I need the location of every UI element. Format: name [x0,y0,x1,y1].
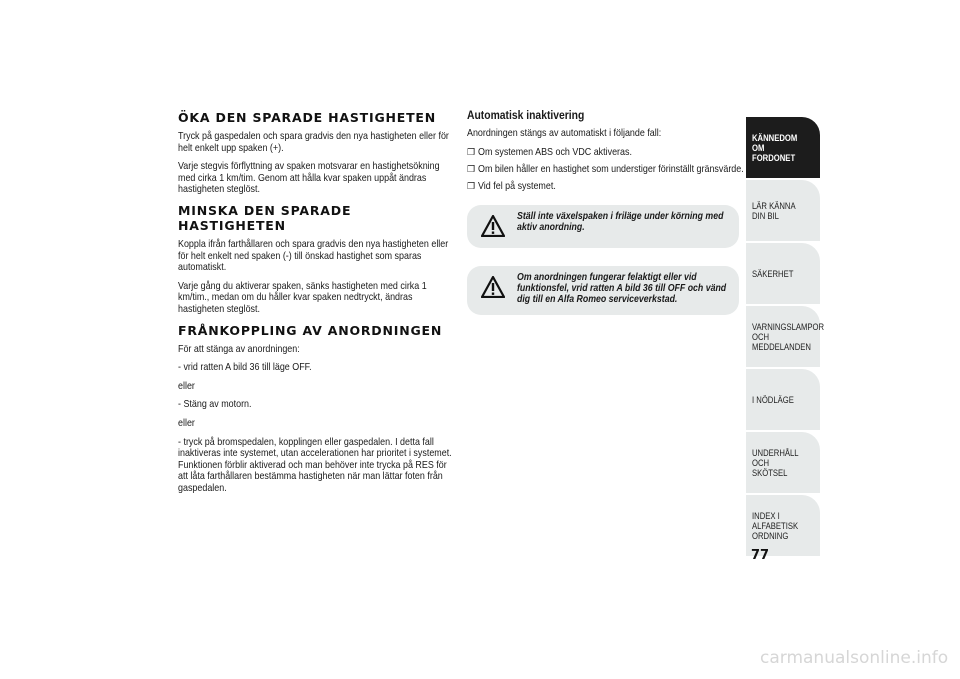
tab-label: KÄNNEDOM OM FORDONET [752,131,798,163]
list-item [467,181,739,193]
section-decrease-speed [178,203,458,316]
list-item-text: Vid fel på systemet. [478,180,556,192]
paragraph: - tryck på bromspedalen, kopplingen eller gaspedalen. I detta fall inaktiveras inte systemet, utan accelerationen har prioritet i systemet. Funktionen förblir aktiverad och man behöver inte trycka på RES för att låta farthållaren bestämma hastigheten när man lättar foten från gaspedalen. [178,436,452,494]
chapter-tabs [746,117,825,558]
middle-column [467,110,744,333]
intro-text: Anordningen stängs av automatiskt i följande fall: [467,128,662,139]
tab-warning-lights[interactable] [746,306,825,367]
section-heading: ÖKA DEN SPARADE HASTIGHETEN [178,110,437,125]
paragraph: Koppla ifrån farthållaren och spara gradvis den nya hastigheten eller för helt enkelt ned spaken (-) till önskad hastighet som sparas automatiskt. [178,238,449,274]
paragraph: - vrid ratten A bild 36 till läge OFF. [178,362,312,374]
tab-label: INDEX I ALFABETISK ORDNING [752,509,799,541]
list-item [467,147,739,159]
watermark-text: carmanualsonline.info [760,648,949,668]
tab-emergency[interactable] [746,369,820,430]
tab-label: VARNINGSLAMPOR OCH MEDDELANDEN [752,320,825,352]
paragraph: För att stänga av anordningen: [178,343,300,355]
warning-triangle-icon [481,276,505,298]
tab-label: SÄKERHET [752,267,794,279]
tab-know-your-car[interactable] [746,180,820,241]
tab-label: UNDERHÅLL OCH SKÖTSEL [752,446,799,478]
checkbox-bullet-icon: ❒ [467,181,476,192]
checkbox-bullet-icon: ❒ [467,164,476,175]
tab-maintenance[interactable] [746,432,820,493]
tab-safety[interactable] [746,243,820,304]
list-item-text: Om systemen ABS och VDC aktiveras. [478,146,633,158]
left-column [178,110,458,501]
section-heading: MINSKA DEN SPARADE HASTIGHETEN [178,202,352,233]
tab-index[interactable] [746,495,820,556]
checkbox-bullet-icon: ❒ [467,147,476,158]
warning-box [467,266,739,315]
list-item [467,163,744,176]
paragraph: Tryck på gaspedalen och spara gradvis den nya hastigheten eller för helt enkelt upp spaken (+). [178,131,449,154]
section-heading: FRÅNKOPPLING AV ANORDNINGEN [178,322,443,338]
tab-label: LÄR KÄNNA DIN BIL [752,199,796,221]
list-item-text: Om bilen håller en hastighet som understiger förinställt gränsvärde. [478,163,744,175]
paragraph: Varje gång du aktiverar spaken, sänks hastigheten med cirka 1 km/tim., medan om du håller kvar spaken nedtryckt, ändras hastigheten steglöst. [178,280,427,315]
tab-vehicle-knowledge[interactable] [746,117,820,178]
page-number: 77 [751,548,770,563]
paragraph: - Stäng av motorn. [178,399,252,411]
paragraph: eller [178,380,195,392]
warning-text: Om anordningen fungerar felaktigt eller vid funktionsfel, vrid ratten A bild 36 till OFF och vänd dig till en Alfa Romeo serviceverkstad. [517,271,727,306]
paragraph: Varje stegvis förflyttning av spaken motsvarar en hastighetsökning med cirka 1 km/tim. Genom att hålla kvar spaken uppåt ändras hastigheten steglöst. [178,161,440,196]
section-increase-speed [178,110,458,196]
section-disconnect [178,323,458,495]
paragraph: eller [178,417,195,429]
tab-label: I NÖDLÄGE [752,393,794,405]
warning-triangle-icon [481,215,505,237]
subheading-automatic-deactivation: Automatisk inaktivering [467,110,585,122]
warning-text: Ställ inte växelspaken i friläge under körning med aktiv anordning. [517,210,724,233]
warning-box [467,205,739,248]
